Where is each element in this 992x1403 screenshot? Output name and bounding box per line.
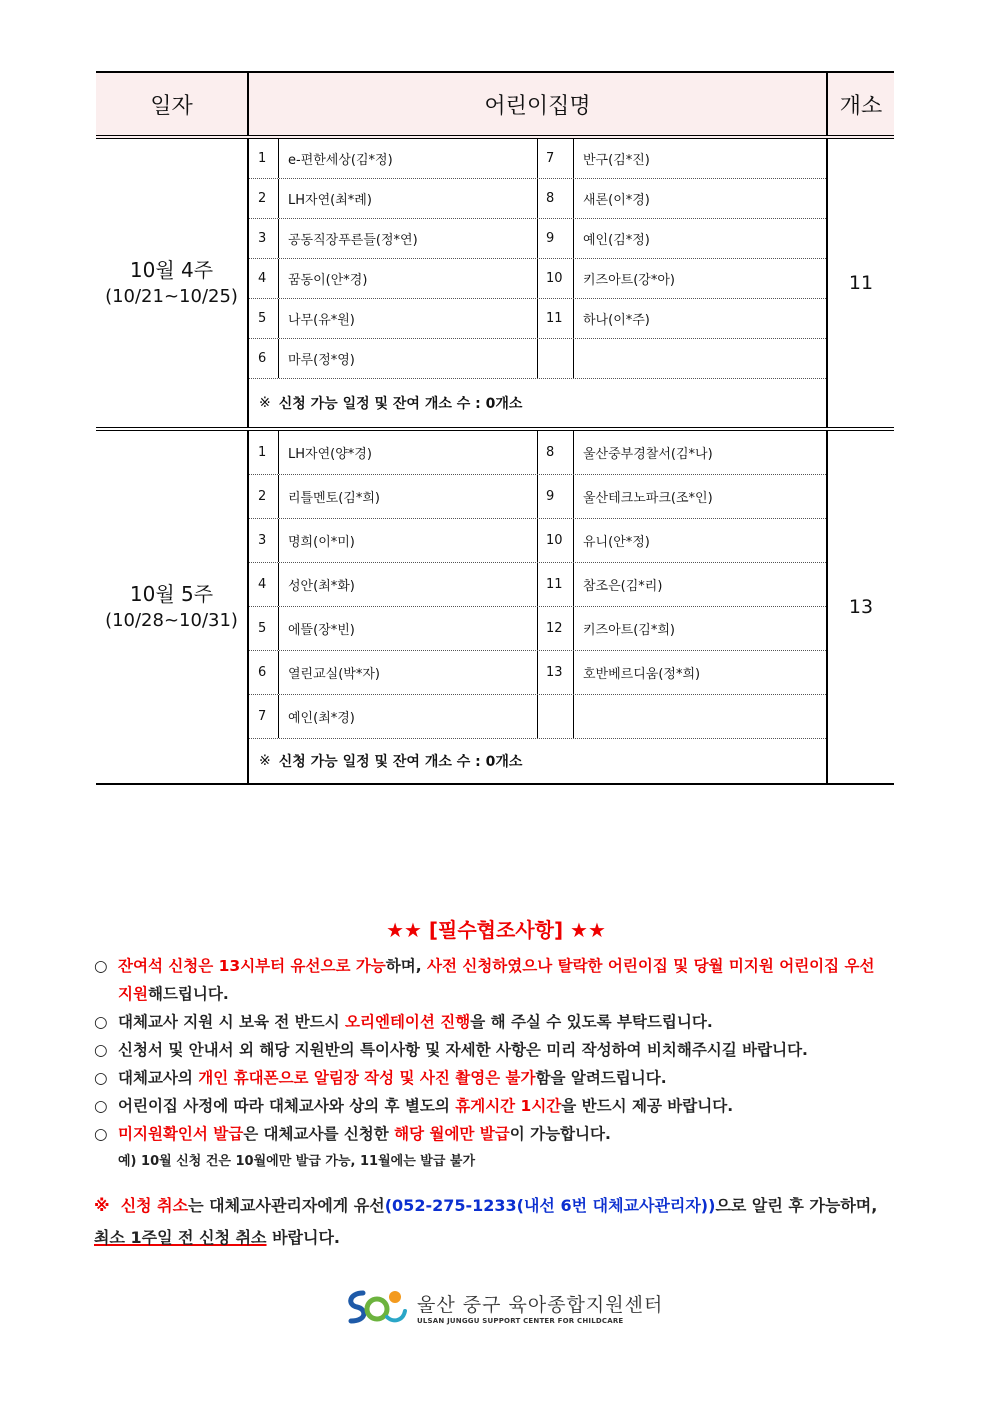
row-number: 3 bbox=[249, 519, 279, 562]
note-text: 신청 가능 일정 및 잔여 개소 수 : 0개소 bbox=[278, 754, 523, 770]
header-count: 개소 bbox=[839, 93, 883, 119]
cancel-text: 으로 알린 후 가능하며, bbox=[715, 1196, 878, 1215]
daycare-list bbox=[247, 139, 828, 427]
schedule-table bbox=[96, 71, 894, 785]
week-block bbox=[96, 431, 894, 785]
row-number: 11 bbox=[538, 299, 574, 338]
row-number: 8 bbox=[538, 179, 574, 218]
daycare-name: 마루(정*영) bbox=[279, 339, 538, 378]
week-date-cell bbox=[96, 139, 247, 427]
week-range: (10/21~10/25) bbox=[105, 286, 238, 307]
daycare-name: 리틀멘토(김*희) bbox=[279, 475, 538, 518]
row-number: 10 bbox=[538, 519, 574, 562]
daycare-name: 예인(김*정) bbox=[583, 233, 650, 248]
bullet-icon: ○ bbox=[94, 1069, 108, 1087]
notice-item bbox=[94, 1064, 894, 1092]
table-row bbox=[249, 139, 826, 179]
row-number: 10 bbox=[538, 259, 574, 298]
notice-text: 사전 신청하였으나 탈락한 어린이집 및 당월 미지원 어린이집 우선 지원 bbox=[118, 957, 875, 1003]
notice-item bbox=[94, 952, 894, 1008]
row-number: 1 bbox=[249, 431, 279, 474]
daycare-name: 하나(이*주) bbox=[583, 313, 650, 328]
daycare-name bbox=[574, 339, 826, 378]
notice-text: 휴게시간 1시간 bbox=[455, 1097, 562, 1115]
week-label: 10월 4주 bbox=[129, 258, 214, 282]
row-number: 6 bbox=[249, 339, 279, 378]
row-number: 7 bbox=[538, 139, 574, 178]
table-row bbox=[249, 219, 826, 259]
daycare-name: 열린교실(박*자) bbox=[279, 651, 538, 694]
row-number: 1 bbox=[249, 139, 279, 178]
row-number: 4 bbox=[249, 259, 279, 298]
table-row bbox=[249, 339, 826, 379]
notice-text: 개인 휴대폰으로 알림장 작성 및 사진 촬영은 불가 bbox=[198, 1069, 536, 1087]
notice-text: 을 반드시 제공 바랍니다. bbox=[561, 1097, 734, 1115]
availability-note bbox=[249, 379, 826, 427]
cancel-text: 바랍니다. bbox=[266, 1228, 341, 1247]
row-number: 5 bbox=[249, 299, 279, 338]
week-count: 11 bbox=[848, 272, 874, 294]
row-number: 9 bbox=[538, 219, 574, 258]
week-count: 13 bbox=[848, 596, 874, 618]
daycare-name bbox=[574, 695, 826, 738]
daycare-name: 나무(유*원) bbox=[279, 299, 538, 338]
daycare-list bbox=[247, 431, 828, 783]
week-block bbox=[96, 139, 894, 431]
notice-text: 대체교사의 bbox=[118, 1069, 199, 1087]
row-number: 2 bbox=[249, 475, 279, 518]
availability-note bbox=[249, 739, 826, 783]
daycare-name: 반구(김*진) bbox=[583, 153, 650, 168]
row-number: 9 bbox=[538, 475, 574, 518]
daycare-name: 새론(이*경) bbox=[583, 193, 650, 208]
table-row bbox=[249, 695, 826, 739]
notice-text: 대체교사 지원 시 보육 전 반드시 bbox=[118, 1013, 346, 1031]
table-row bbox=[249, 475, 826, 519]
daycare-name: 참조은(김*리) bbox=[583, 579, 663, 594]
note-mark: ※ bbox=[259, 395, 271, 411]
bullet-icon: ○ bbox=[94, 1125, 108, 1143]
daycare-name: 예인(최*경) bbox=[279, 695, 538, 738]
table-row bbox=[249, 179, 826, 219]
header-date: 일자 bbox=[150, 93, 193, 119]
daycare-name: e-편한세상(김*정) bbox=[279, 139, 538, 178]
table-row bbox=[249, 519, 826, 563]
daycare-name: 꿈동이(안*경) bbox=[279, 259, 538, 298]
notice-text: 하며, bbox=[385, 957, 428, 975]
notice-text: 어린이집 사정에 따라 대체교사와 상의 후 별도의 bbox=[118, 1097, 456, 1115]
center-logo bbox=[343, 1287, 663, 1327]
notice-text: 함을 알려드립니다. bbox=[535, 1069, 667, 1087]
notice-text: 은 대체교사를 신청한 bbox=[243, 1125, 395, 1143]
notice-text: 을 해 주실 수 있도록 부탁드립니다. bbox=[470, 1013, 713, 1031]
daycare-name: 유니(안*정) bbox=[583, 535, 650, 550]
notice-text: 잔여석 신청은 bbox=[118, 957, 219, 975]
table-row bbox=[249, 259, 826, 299]
notice-item bbox=[94, 1036, 894, 1064]
notice-list bbox=[94, 952, 894, 1176]
daycare-name: 호반베르디움(정*희) bbox=[583, 667, 701, 682]
row-number: 6 bbox=[249, 651, 279, 694]
notice-text: 해당 월에만 발급 bbox=[394, 1125, 510, 1143]
table-header bbox=[96, 71, 894, 139]
table-row bbox=[249, 651, 826, 695]
daycare-name: 공동직장푸른들(정*연) bbox=[279, 219, 538, 258]
notice-text: 이 가능합니다. bbox=[509, 1125, 611, 1143]
row-number: 13 bbox=[538, 651, 574, 694]
cancel-notice bbox=[94, 1190, 898, 1254]
week-date-cell bbox=[96, 431, 247, 783]
notice-text: 오리엔테이션 진행 bbox=[345, 1013, 471, 1031]
daycare-name: 키즈아트(강*아) bbox=[583, 273, 675, 288]
daycare-name: 울산테크노파크(조*인) bbox=[583, 491, 713, 506]
cancel-deadline: 최소 1주일 전 신청 취소 bbox=[94, 1228, 267, 1247]
logo-mark-icon bbox=[343, 1287, 409, 1327]
row-number: 5 bbox=[249, 607, 279, 650]
cancel-text: 신청 취소 bbox=[120, 1196, 189, 1215]
daycare-name: 성안(최*화) bbox=[279, 563, 538, 606]
week-label: 10월 5주 bbox=[129, 582, 214, 606]
table-row bbox=[249, 563, 826, 607]
week-range: (10/28~10/31) bbox=[105, 610, 238, 631]
cancel-mark: ※ bbox=[94, 1196, 110, 1215]
cancel-text: 는 대체교사관리자에게 유선 bbox=[188, 1196, 385, 1215]
daycare-name: 명희(이*미) bbox=[279, 519, 538, 562]
bullet-icon: ○ bbox=[94, 1013, 108, 1031]
note-mark: ※ bbox=[259, 753, 271, 769]
daycare-name: 키즈아트(김*희) bbox=[583, 623, 675, 638]
table-row bbox=[249, 299, 826, 339]
daycare-name: LH자연(양*경) bbox=[279, 431, 538, 474]
bullet-icon: ○ bbox=[94, 1041, 108, 1059]
header-daycare-name: 어린이집명 bbox=[247, 73, 828, 135]
row-number: 4 bbox=[249, 563, 279, 606]
notice-example: 예) 10월 신청 건은 10월에만 발급 가능, 11월에는 발급 불가 bbox=[118, 1154, 476, 1169]
row-number bbox=[538, 339, 574, 378]
notice-text: 유선으로 가능 bbox=[285, 957, 386, 975]
logo-name: 울산 중구 육아종합지원센터 bbox=[417, 1293, 664, 1316]
notice-text: 해드립니다. bbox=[147, 985, 229, 1003]
notice-item bbox=[94, 1092, 894, 1120]
row-number: 8 bbox=[538, 431, 574, 474]
row-number: 7 bbox=[249, 695, 279, 738]
row-number: 12 bbox=[538, 607, 574, 650]
table-row bbox=[249, 431, 826, 475]
daycare-name: 울산중부경찰서(김*나) bbox=[583, 447, 713, 462]
note-text: 신청 가능 일정 및 잔여 개소 수 : 0개소 bbox=[278, 396, 523, 412]
notice-title: ★★ [필수협조사항] ★★ bbox=[386, 918, 606, 942]
row-number: 11 bbox=[538, 563, 574, 606]
notice-text: 13시부터 bbox=[218, 957, 286, 975]
table-row bbox=[249, 607, 826, 651]
row-number: 2 bbox=[249, 179, 279, 218]
daycare-name: LH자연(최*례) bbox=[279, 179, 538, 218]
row-number: 3 bbox=[249, 219, 279, 258]
bullet-icon: ○ bbox=[94, 1097, 108, 1115]
notice-text: 미지원확인서 발급 bbox=[118, 1125, 244, 1143]
notice-item bbox=[94, 1008, 894, 1036]
bullet-icon: ○ bbox=[94, 957, 108, 975]
row-number bbox=[538, 695, 574, 738]
notice-text: 신청서 및 안내서 외 해당 지원반의 특이사항 및 자세한 사항은 미리 작성하여 비치해주시길 바랍니다. bbox=[118, 1041, 808, 1059]
daycare-name: 에뜰(장*빈) bbox=[279, 607, 538, 650]
logo-english: ULSAN JUNGGU SUPPORT CENTER FOR CHILDCARE bbox=[417, 1316, 624, 1325]
notice-item bbox=[94, 1120, 894, 1148]
cancel-phone: (052-275-1233(내선 6번 대체교사관리자)) bbox=[384, 1196, 716, 1215]
